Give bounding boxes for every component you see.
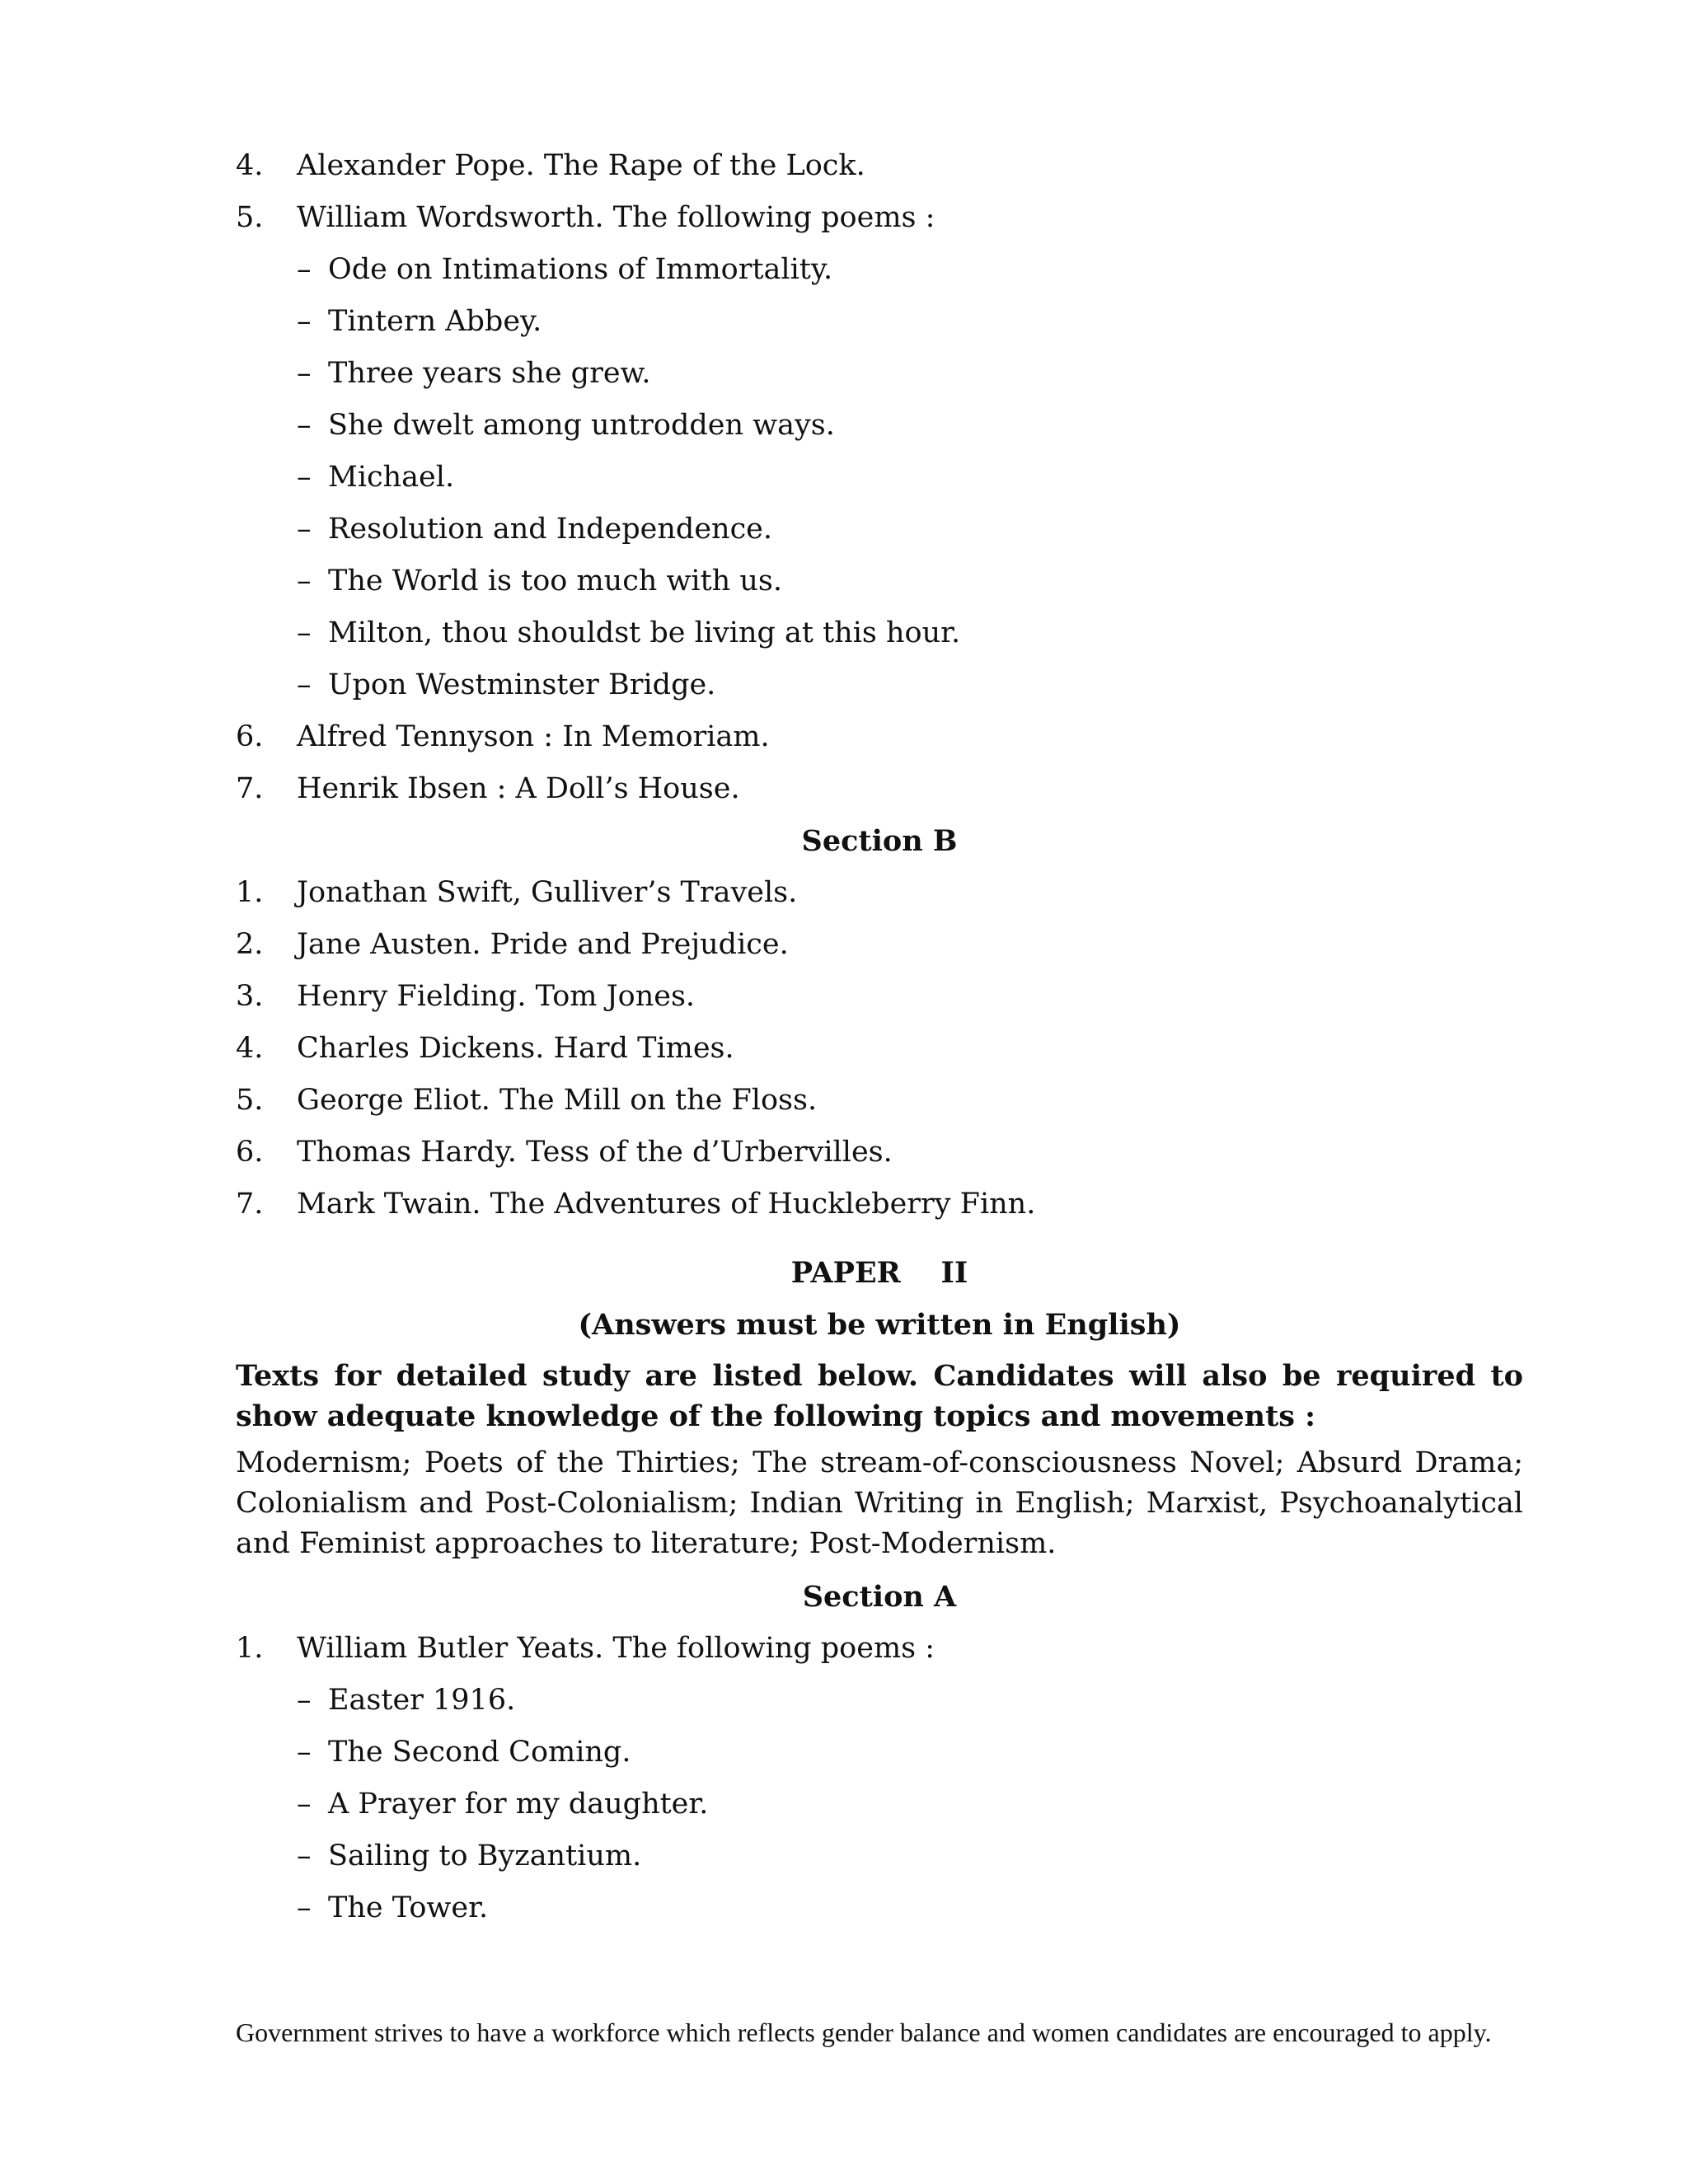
poem-text: Upon Westminster Bridge. [328,668,716,701]
dash-bullet: – [297,305,312,338]
poem-text: A Prayer for my daughter. [328,1788,709,1821]
footer-note: Government strives to have a workforce which reflects gender balance and women candidates are encouraged to apply. [236,2018,1492,2047]
item-text: Charles Dickens. Hard Times. [297,1032,734,1065]
poem-item [236,504,1523,555]
dash-bullet: – [297,668,312,701]
item-text: George Eliot. The Mill on the Floss. [297,1084,818,1117]
poem-item [236,1779,1523,1830]
list-item [236,1623,1523,1675]
item-text: Jane Austen. Pride and Prejudice. [297,928,789,961]
list-item [236,1023,1523,1075]
item-text: Alfred Tennyson : In Memoriam. [297,720,770,753]
poem-text: She dwelt among untrodden ways. [328,409,835,442]
item-number: 1. [236,876,264,909]
poem-item [236,607,1523,659]
syllabus-page [236,140,1523,1934]
list-item [236,919,1523,971]
dash-bullet: – [297,616,312,649]
list-item [236,1075,1523,1127]
item-number: 7. [236,1188,264,1221]
poem-item [236,1727,1523,1779]
poem-item [236,244,1523,296]
item-text: Henrik Ibsen : A Doll’s House. [297,772,740,805]
poem-text: Michael. [328,461,455,494]
poem-text: Resolution and Independence. [328,513,773,546]
item-number: 2. [236,928,264,961]
item-number: 1. [236,1632,264,1665]
dash-bullet: – [297,1840,312,1872]
poem-text: Easter 1916. [328,1684,516,1717]
item-text: Henry Fielding. Tom Jones. [297,980,696,1013]
list-item [236,971,1523,1023]
dash-bullet: – [297,357,312,390]
item-text: Jonathan Swift, Gulliver’s Travels. [297,876,798,909]
poem-item [236,555,1523,607]
dash-bullet: – [297,513,312,546]
poem-text: Ode on Intimations of Immortality. [328,253,833,286]
item-number: 7. [236,772,264,805]
dash-bullet: – [297,409,312,442]
poem-text: The Tower. [328,1891,489,1924]
item-number: 4. [236,1032,264,1065]
item-number: 5. [236,201,264,234]
dash-bullet: – [297,1684,312,1717]
item-text: Alexander Pope. The Rape of the Lock. [297,149,865,182]
poem-text: Milton, thou shouldst be living at this hour. [328,616,961,649]
item-number: 6. [236,720,264,753]
list-item [236,1127,1523,1179]
poem-item [236,452,1523,504]
dash-bullet: – [297,1788,312,1821]
poem-text: The World is too much with us. [328,565,782,598]
paper-two [236,1247,1523,1564]
list-item [236,711,1523,763]
list-item [236,140,1523,192]
item-text: William Butler Yeats. The following poems : [297,1632,935,1665]
poem-item [236,1882,1523,1934]
item-number: 5. [236,1084,264,1117]
item-number: 6. [236,1136,264,1169]
item-text: William Wordsworth. The following poems : [297,201,935,234]
dash-bullet: – [297,461,312,494]
section-b-heading: Section B [801,824,958,858]
paper-intro: Texts for detailed study are listed below. Candidates will also be required to show adequate knowledge of the following topics and movements : [236,1359,1523,1433]
dash-bullet: – [297,1891,312,1924]
dash-bullet: – [297,253,312,286]
item-text: Thomas Hardy. Tess of the d’Urbervilles. [297,1136,893,1169]
poem-text: The Second Coming. [328,1736,631,1769]
poem-text: Tintern Abbey. [328,305,542,338]
poem-item [236,348,1523,400]
poem-item [236,659,1523,711]
item-number: 4. [236,149,264,182]
list-item [236,763,1523,815]
paper-title: PAPER II [790,1256,968,1290]
dash-bullet: – [297,565,312,598]
paper-subtitle: (Answers must be written in English) [578,1308,1181,1342]
poem-text: Sailing to Byzantium. [328,1840,642,1872]
list-item [236,867,1523,919]
poem-item [236,400,1523,452]
list-item [236,1179,1523,1230]
poem-item [236,1830,1523,1882]
dash-bullet: – [297,1736,312,1769]
list-item [236,192,1523,244]
poem-item [236,296,1523,348]
item-text: Mark Twain. The Adventures of Huckleberry Finn. [297,1188,1036,1221]
poem-item [236,1675,1523,1727]
poem-text: Three years she grew. [328,357,651,390]
item-number: 3. [236,980,264,1013]
section-a-heading: Section A [802,1580,957,1614]
paper-topics: Modernism; Poets of the Thirties; The stream-of-consciousness Novel; Absurd Drama; Colonialism and Post-Colonialism; Indian Writing in English; Marxist, Psychoanalytical and Feminist approaches to literature; Post-Modernism. [236,1446,1523,1560]
